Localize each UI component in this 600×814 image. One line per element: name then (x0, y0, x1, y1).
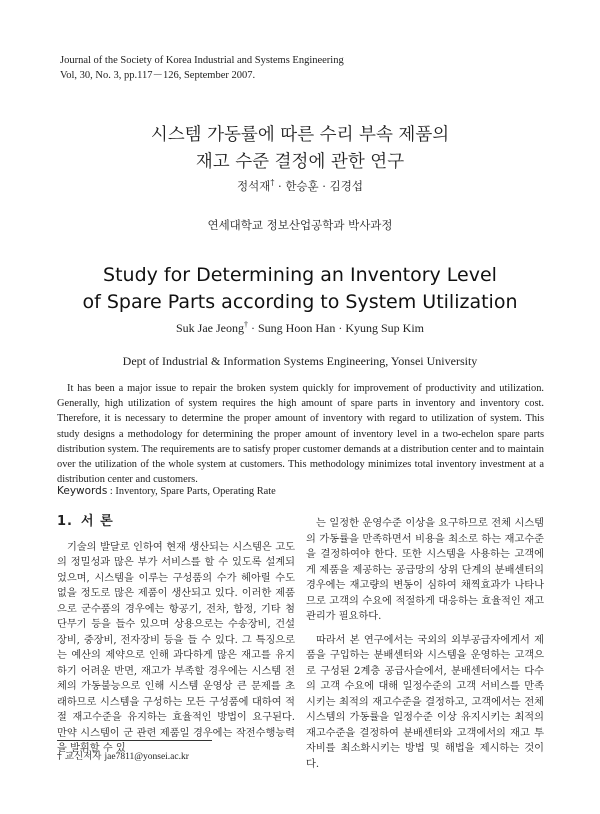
journal-volume: Vol, 30, No. 3, pp.117－126, September 2007. (60, 70, 256, 81)
english-authors (0, 320, 600, 336)
footnote-email: jae7811@yonsei.ac.kr (104, 752, 189, 762)
footnote (57, 748, 189, 762)
english-title-line2: of Spare Parts according to System Utilization (82, 291, 518, 313)
body-column-left (57, 514, 295, 757)
keywords-value: Inventory, Spare Parts, Operating Rate (115, 486, 276, 497)
keywords (57, 485, 276, 497)
body-paragraph: 기술의 발달로 인하여 현재 생산되는 시스템은 고도의 정밀성과 많은 부가 서비스를 할 수 있도록 설계되었으며, 시스템을 이루는 구성품의 수가 헤아릴 수도 없을 정도로 많은 제품이 생산되고 있다. 이러한 제품으로 군수품의 경우에는 항공기, 전차, 함정, 기타 첨단무기 등을 들수 있으며 상용으로는 수송장비, 건설장비, 중장비, 전자장비 등을 들 수 있다. 그 특징으로는 예산의 제약으로 인해 과다하게 많은 재고를 유지하기 어려운 반면, 재고가 부족할 경우에는 시스템 전체의 가동불능으로 인해 시스템 운영상 큰 문제를 초래하므로 시스템을 구성하는 모든 구성품에 대하여 적절 재고수준을 유지하는 효율적인 방법이 요구된다. 만약 시스템이 군 관련 제품일 경우에는 작전수행능력을 발휘할 수 있 (57, 541, 295, 754)
footnote-divider (57, 740, 212, 741)
keywords-separator: : (107, 486, 116, 497)
footnote-label: 교신저자 (64, 751, 102, 762)
abstract-text: It has been a major issue to repair the broken system quickly for improvement of productivity and utilization. Generally, high utilization of system requires the high amount of spare parts in inventory and inventory cost. Therefore, it is necessary to determine the proper amount of inventory with regard to utilization of system. This study designs a methodology for determining the proper amount of inventory level in a two-echelon spare parts distribution system. The requirements are to satisfy proper customer demands at a distribution center and to maintain over the utilization of the whole system at customers. This methodology minimizes total inventory investment at a distribution center and customers. (57, 383, 544, 486)
journal-name: Journal of the Society of Korea Industrial and Systems Engineering (60, 55, 344, 66)
korean-affiliation: 연세대학교 정보산업공학과 박사과정 (207, 218, 393, 232)
body-paragraph: 따라서 본 연구에서는 국외의 외부공급자에게서 제품을 구입하는 분배센터와 시스템을 운영하는 고객으로 구성된 2계층 공급사슬에서, 분배센터에서는 다수의 고객 수요에 대해 일정수준의 고객 서비스를 만족시키는 최적의 재고수준을 결정하고, 고객에서는 전체 시스템의 가동률을 일정수준 이상 유지시키는 최적의 재고수준을 결정하여 분배센터와 고객에서의 재고 투자비를 최소화시키는 방법 및 해법을 제시하는 것이다. (306, 634, 544, 770)
abstract (57, 381, 544, 487)
english-title (0, 262, 600, 316)
journal-header (60, 53, 344, 83)
footnote-mark: † (57, 751, 62, 762)
corresponding-mark-en: † (244, 320, 248, 329)
section-heading (57, 514, 295, 530)
korean-author-corresponding: 정석재 (237, 179, 271, 193)
korean-title-line2: 재고 수준 결정에 관한 연구 (195, 152, 405, 172)
body-paragraph: 는 일정한 운영수준 이상을 요구하므로 전체 시스템의 가동률을 만족하면서 비용을 최소로 하는 재고수준을 결정하여야 한다. 또한 시스템을 사용하는 고객에게 제품을 제공하는 공급망의 상위 단계의 분배센터의 경우에는 재고량의 변동이 심하여 채찍효과가 나타나므로 고객의 수요에 적절하게 대응하는 효율적인 재고관리가 필요하다. (306, 518, 544, 622)
korean-title (0, 122, 600, 176)
section-number: 1. (57, 514, 73, 529)
korean-authors (0, 178, 600, 194)
body-column-right (306, 516, 544, 772)
english-author-corresponding: Suk Jae Jeong (176, 321, 244, 335)
english-authors-rest: · Sung Hoon Han · Kyung Sup Kim (248, 321, 424, 335)
korean-title-line1: 시스템 가동률에 따른 수리 부속 제품의 (150, 125, 450, 145)
english-affiliation: Dept of Industrial & Information Systems Engineering, Yonsei University (122, 354, 478, 368)
keywords-label: Keywords (57, 485, 108, 497)
english-title-line1: Study for Determining an Inventory Level (103, 264, 497, 286)
corresponding-mark: † (270, 178, 275, 188)
korean-authors-rest: · 한승훈 · 김경섭 (274, 179, 363, 193)
section-title: 서 론 (80, 514, 114, 529)
